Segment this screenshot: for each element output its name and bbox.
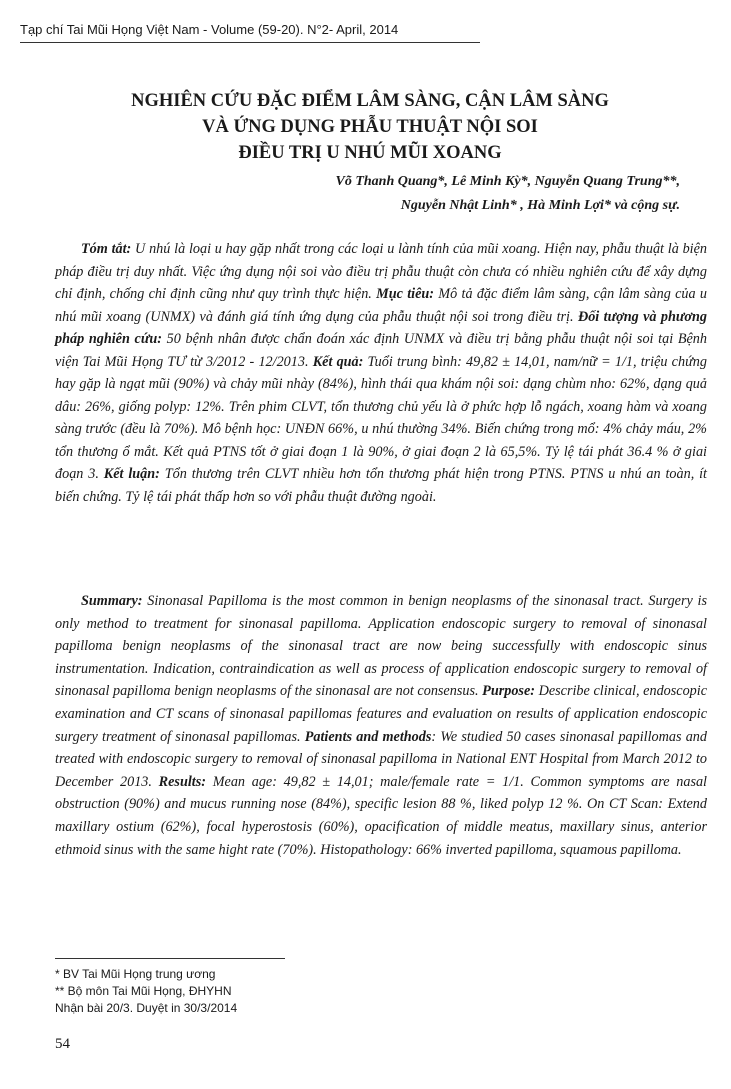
footnote-2: ** Bộ môn Tai Mũi Họng, ĐHYHN: [55, 984, 232, 998]
label-doi-tuong: Đối tượng và phương pháp nghiên cứu:: [55, 308, 707, 347]
text-results: Mean age: 49,82 ± 14,01; male/female rate = 1/1. Common symptoms are nasal obstruction (90%) and mucus running nose (84%), specific lesion 88 %, liked polyp 12 %. On CT Scan: Extend maxillary ostium (62%), focal hyperostosis (60%), opacification of middle meatus, maxillary sinus, anterior ethmoid sinus with the same hight rate (70%). Histopathology: 66% inverted papilloma, squamous papilloma.: [55, 773, 708, 858]
page-number: 54: [55, 1036, 70, 1052]
label-results: Results:: [158, 773, 206, 790]
text-doi-tuong: 50 bệnh nhân được chẩn đoán xác định UNMX và điều trị bằng phẫu thuật nội soi tại Bệnh viện Tai Mũi Họng TƯ từ 3/2012 - 12/2013.: [55, 331, 707, 370]
text-purpose: Describe clinical, endoscopic examination and CT scans of sinonasal papillomas features and evaluation on results of application endoscopic surgery treatment of sinonasal papillomas.: [55, 683, 708, 745]
text-patients-methods: : We studied 50 cases sinonasal papillomas and treated with endoscopic surgery to removal of sinonasal papilloma in National ENT Hospital from March 2012 to December 2013.: [55, 728, 707, 790]
label-purpose: Purpose:: [482, 683, 535, 700]
label-patients-methods: Patients and methods: [304, 728, 432, 745]
authors-line-2: Nguyễn Nhật Linh* , Hà Minh Lợi* và cộng sự.: [400, 198, 680, 213]
text-ket-qua: Tuổi trung bình: 49,82 ± 14,01, nam/nữ = 1/1, triệu chứng hay gặp là ngạt mũi (90%) và chảy mũi nhày (84%), hình thái qua khám nội soi: dạng chùm nho: 62%, dạng quả dâu: 26%, giống polyp: 12%. Trên phim CLVT, tổn thương chủ yếu là ở phức hợp lỗ ngách, xoang hàm và xoang sàng trước (đều là 70%). Mô bệnh học: UNĐN 66%, u nhú thường 34%. Biến chứng trong mổ: 4% chảy máu, 2% tổn thương ổ mắt. Kết quả PTNS tốt ở giai đoạn 1 là 90%, ở giai đoạn 2 là 65,5%. Tỷ lệ tái phát 36.4 % ở giai đoạn 3.: [55, 353, 707, 482]
footnote-rule: [55, 958, 285, 959]
header-rule: [20, 42, 480, 43]
vietnamese-abstract: [55, 238, 707, 508]
title-line-1: NGHIÊN CỨU ĐẶC ĐIỂM LÂM SÀNG, CẬN LÂM SÀNG: [131, 91, 609, 111]
text-muc-tieu: Mô tả đặc điểm lâm sàng, cận lâm sàng của u nhú mũi xoang (UNMX) và đánh giá tính ứng dụng của phẫu thuật nội soi trong điều trị.: [55, 286, 707, 325]
text-tom-tat: U nhú là loại u hay gặp nhất trong các loại u lành tính của mũi xoang. Hiện nay, phẫu thuật là biện pháp điều trị duy nhất. Việc ứng dụng nội soi vào điều trị phẫu thuật còn chưa có nhiều nghiên cứu để xây dựng chỉ định, chống chỉ định cũng như quy trình thực hiện.: [55, 241, 707, 302]
label-tom-tat: Tóm tắt:: [81, 241, 132, 257]
running-head: Tạp chí Tai Mũi Họng Việt Nam - Volume (59-20). N°2- April, 2014: [20, 22, 399, 37]
article-title: [40, 88, 700, 166]
english-summary: [55, 590, 707, 861]
label-summary: Summary:: [81, 593, 143, 609]
footnotes: [55, 966, 455, 1017]
authors-line-1: Võ Thanh Quang*, Lê Minh Kỳ*, Nguyễn Quang Trung**,: [335, 174, 680, 189]
title-line-2: VÀ ỨNG DỤNG PHẪU THUẬT NỘI SOI: [202, 117, 538, 137]
label-muc-tieu: Mục tiêu:: [376, 286, 435, 302]
title-line-3: ĐIỀU TRỊ U NHÚ MŨI XOANG: [238, 143, 502, 163]
author-list: [180, 170, 680, 218]
label-ket-luan: Kết luận:: [103, 466, 160, 482]
label-ket-qua: Kết quả:: [312, 353, 364, 370]
text-summary: Sinonasal Papilloma is the most common in benign neoplasms of the sinonasal tract. Surgery is only method to treatment for sinonasal papilloma. Application endoscopic surgery to removal of sinonasal papilloma benign neoplasms of the sinonasal tract are now being successfully with endoscopic sinus instrumentation. Indication, contraindication as well as process of application endoscopic surgery to removal of sinonasal papilloma benign neoplasms of the sinonasal are not consensus.: [55, 593, 707, 700]
footnote-1: * BV Tai Mũi Họng trung ương: [55, 967, 216, 981]
text-ket-luan: Tổn thương trên CLVT nhiều hơn tổn thương phát hiện trong PTNS. PTNS u nhú an toàn, ít biến chứng. Tỷ lệ tái phát thấp hơn so với phẫu thuật đường ngoài.: [55, 466, 708, 505]
received-date: Nhận bài 20/3. Duyệt in 30/3/2014: [55, 1001, 238, 1015]
